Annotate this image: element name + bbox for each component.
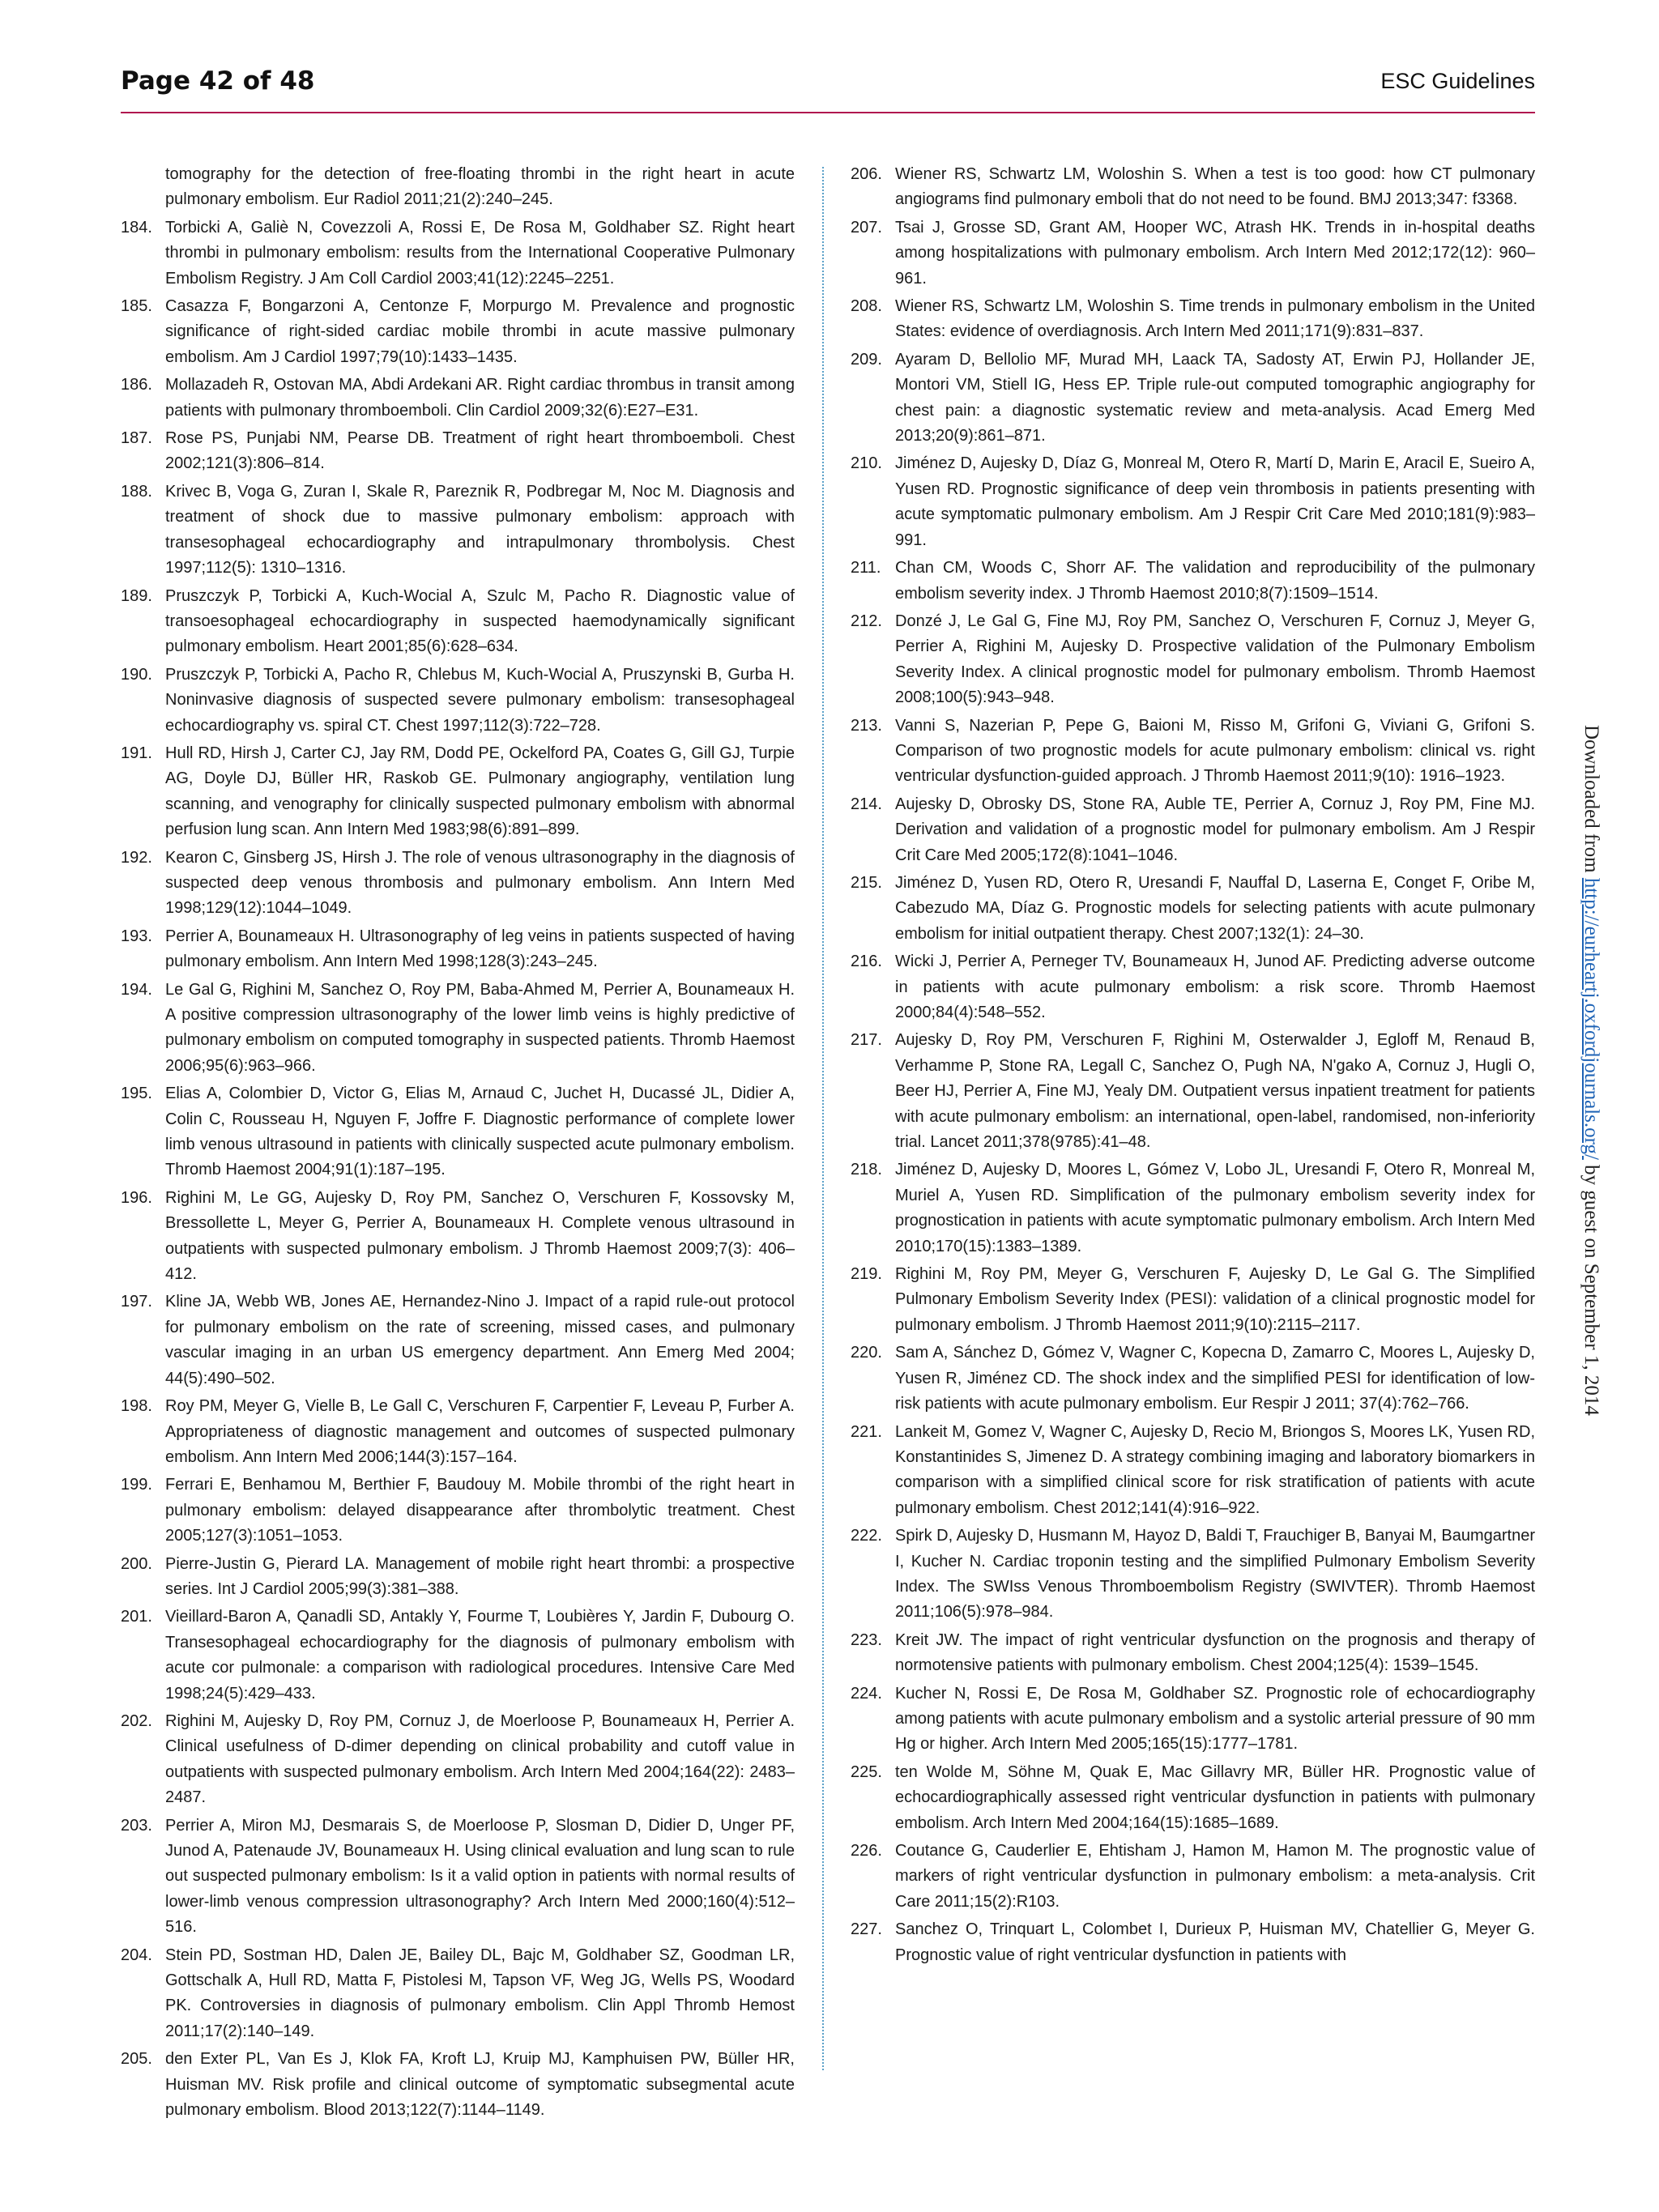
reference-text: ten Wolde M, Söhne M, Quak E, Mac Gillavry MR, Büller HR. Prognostic value of echocardiographically assessed right ventricular dysfunction in patients with pulmonary embolism. Arch Intern Med 2004;164(15):1685–1689. xyxy=(895,1762,1535,1832)
reference-text: Stein PD, Sostman HD, Dalen JE, Bailey DL, Bajc M, Goldhaber SZ, Goodman LR, Gottschalk A, Hull RD, Matta F, Pistolesi M, Tapson VF, Weg JG, Wells PS, Woodard PK. Controversies in diagnosis of pulmonary embolism. Clin Appl Thromb Hemost 2011;17(2):140–149. xyxy=(165,1946,795,2040)
reference-item xyxy=(121,294,795,370)
reference-item xyxy=(851,871,1535,947)
reference-number: 188. xyxy=(121,482,152,501)
reference-number: 225. xyxy=(851,1762,882,1781)
reference-item xyxy=(851,714,1535,790)
reference-item xyxy=(851,556,1535,607)
left-reference-list xyxy=(121,215,795,2124)
reference-number: 186. xyxy=(121,376,152,394)
reference-item xyxy=(121,1394,795,1470)
reference-text: Sanchez O, Trinquart L, Colombet I, Durieux P, Huisman MV, Chatellier G, Meyer G. Prognostic value of right ventricular dysfunction in patients with xyxy=(895,1920,1535,1964)
reference-text: Righini M, Aujesky D, Roy PM, Cornuz J, de Moerloose P, Bounameaux H, Perrier A. Clinical usefulness of D-dimer depending on clinical probability and cutoff value in outpatients with suspected pulmonary embolism. Arch Intern Med 2004;164(22): 2483–2487. xyxy=(165,1711,795,1807)
reference-item xyxy=(121,1709,795,1811)
reference-text: Vieillard-Baron A, Qanadli SD, Antakly Y, Fourme T, Loubières Y, Jardin F, Dubourg O. Transesophageal echocardiography for the diagnosis of pulmonary embolism with acute cor pulmonale: a comparison with radiological procedures. Intensive Care Med 1998;24(5):429–433. xyxy=(165,1608,795,1703)
reference-number: 218. xyxy=(851,1161,882,1179)
reference-text: Jiménez D, Aujesky D, Díaz G, Monreal M, Otero R, Martí D, Marin E, Aracil E, Sueiro A, Yusen RD. Prognostic significance of deep vein thrombosis in patients presenting with acute symptomatic pulmonary embolism. Am J Respir Crit Care Med 2010;181(9):983–991. xyxy=(895,454,1535,549)
reference-text: Righini M, Le GG, Aujesky D, Roy PM, Sanchez O, Verschuren F, Kossovsky M, Bressollette L, Meyer G, Perrier A, Bounameaux H. Complete venous ultrasound in outpatients with suspected pulmonary embolism. J Thromb Haemost 2009;7(3): 406–412. xyxy=(165,1188,795,1284)
reference-text: Rose PS, Punjabi NM, Pearse DB. Treatment of right heart thromboemboli. Chest 2002;121(3):806–814. xyxy=(165,429,795,473)
reference-number: 193. xyxy=(121,927,152,945)
reference-number: 220. xyxy=(851,1344,882,1362)
reference-number: 198. xyxy=(121,1397,152,1416)
reference-number: 185. xyxy=(121,297,152,316)
reference-text: Aujesky D, Obrosky DS, Stone RA, Auble TE, Perrier A, Cornuz J, Roy PM, Fine MJ. Derivation and validation of a prognostic model for pulmonary embolism. Am J Respir Crit Care Med 2005;172(8):1041–1046. xyxy=(895,795,1535,864)
reference-item xyxy=(851,1262,1535,1338)
reference-text: Kucher N, Rossi E, De Rosa M, Goldhaber SZ. Prognostic role of echocardiography among patients with acute pulmonary embolism and a systolic arterial pressure of 90 mm Hg or higher. Arch Intern Med 2005;165(15):1777–1781. xyxy=(895,1684,1535,1754)
reference-number: 192. xyxy=(121,848,152,867)
reference-text: Aujesky D, Roy PM, Verschuren F, Righini M, Osterwalder J, Egloff M, Renaud B, Verhamme P, Stone RA, Legall C, Sanchez O, Pugh NA, N'gako A, Cornuz J, Hugli O, Beer HJ, Perrier A, Fine MJ, Yealy DM. Outpatient versus inpatient treatment for patients with acute pulmonary embolism: an international, open-label, randomised, non-inferiority trial. Lancet 2011;378(9785):41–48. xyxy=(895,1031,1535,1152)
reference-item xyxy=(121,1289,795,1392)
reference-item xyxy=(851,451,1535,553)
reference-text: Elias A, Colombier D, Victor G, Elias M, Arnaud C, Juchet H, Ducassé JL, Didier A, Colin C, Rousseau H, Nguyen F, Joffre F. Diagnostic performance of complete lower limb venous ultrasound in patients with clinically suspected acute pulmonary embolism. Thromb Haemost 2004;91(1):187–195. xyxy=(165,1085,795,1179)
reference-number: 216. xyxy=(851,953,882,971)
reference-number: 207. xyxy=(851,218,882,237)
reference-text: Sam A, Sánchez D, Gómez V, Wagner C, Kopecna D, Zamarro C, Moores L, Aujesky D, Yusen R, Jiménez CD. The shock index and the simplified PESI for identification of low-risk patients with acute pulmonary embolism. Eur Respir J 2011; 37(4):762–766. xyxy=(895,1344,1535,1413)
reference-item xyxy=(121,479,795,582)
reference-item xyxy=(121,978,795,1080)
reference-item xyxy=(851,1157,1535,1259)
reference-number: 184. xyxy=(121,218,152,237)
reference-number: 215. xyxy=(851,873,882,892)
right-reference-list xyxy=(851,162,1535,1968)
reference-item xyxy=(121,741,795,843)
reference-item xyxy=(851,1420,1535,1522)
reference-number: 209. xyxy=(851,350,882,369)
right-column xyxy=(851,162,1535,1971)
reference-item xyxy=(851,1917,1535,1968)
reference-item xyxy=(851,162,1535,213)
reference-item xyxy=(121,1186,795,1288)
reference-number: 194. xyxy=(121,980,152,999)
download-notice xyxy=(1570,725,1602,2102)
reference-number: 227. xyxy=(851,1920,882,1939)
reference-item xyxy=(851,609,1535,711)
reference-item xyxy=(851,1524,1535,1626)
reference-number: 206. xyxy=(851,165,882,183)
reference-item xyxy=(851,1760,1535,1836)
reference-number: 200. xyxy=(121,1554,152,1573)
reference-number: 217. xyxy=(851,1031,882,1050)
reference-item xyxy=(121,215,795,292)
reference-item xyxy=(121,1605,795,1707)
reference-item xyxy=(121,1943,795,2045)
running-head: ESC Guidelines xyxy=(1380,69,1535,93)
reference-text: Pierre-Justin G, Pierard LA. Management of mobile right heart thrombi: a prospective series. Int J Cardiol 2005;99(3):381–388. xyxy=(165,1554,795,1598)
page-header xyxy=(121,66,1535,102)
reference-number: 195. xyxy=(121,1085,152,1103)
reference-number: 223. xyxy=(851,1630,882,1649)
reference-number: 204. xyxy=(121,1946,152,1964)
reference-text: Vanni S, Nazerian P, Pepe G, Baioni M, Risso M, Grifoni G, Viviani G, Grifoni S. Comparison of two prognostic models for acute pulmonary embolism: clinical vs. right ventricular dysfunction-guided approach. J Thromb Haemost 2011;9(10): 1916–1923. xyxy=(895,716,1535,786)
reference-text: Jiménez D, Yusen RD, Otero R, Uresandi F, Nauffal D, Laserna E, Conget F, Oribe M, Cabezudo MA, Díaz G. Prognostic models for selecting patients with acute pulmonary embolism for initial outpatient therapy. Chest 2007;132(1): 24–30. xyxy=(895,873,1535,943)
reference-text: Torbicki A, Galiè N, Covezzoli A, Rossi E, De Rosa M, Goldhaber SZ. Right heart thrombi in pulmonary embolism: results from the International Cooperative Pulmonary Embolism Registry. J Am Coll Cardiol 2003;41(12):2245–2251. xyxy=(165,218,795,288)
reference-text: Jiménez D, Aujesky D, Moores L, Gómez V, Lobo JL, Uresandi F, Otero R, Monreal M, Muriel A, Yusen RD. Simplification of the pulmonary embolism severity index for prognostication in patients with acute symptomatic pulmonary embolism. Arch Intern Med 2010;170(15):1383–1389. xyxy=(895,1161,1535,1255)
reference-item xyxy=(851,1681,1535,1758)
reference-text: Roy PM, Meyer G, Vielle B, Le Gall C, Verschuren F, Carpentier F, Leveau P, Furber A. Appropriateness of diagnostic management and outcomes of suspected pulmonary embolism. Ann Intern Med 2006;144(3):157–164. xyxy=(165,1397,795,1466)
reference-item xyxy=(121,1081,795,1183)
reference-number: 208. xyxy=(851,297,882,316)
reference-text: Kline JA, Webb WB, Jones AE, Hernandez-Nino J. Impact of a rapid rule-out protocol for pulmonary embolism on the rate of screening, missed cases, and pulmonary vascular imaging in an urban US emergency department. Ann Emerg Med 2004; 44(5):490–502. xyxy=(165,1293,795,1387)
reference-text: Righini M, Roy PM, Meyer G, Verschuren F, Aujesky D, Le Gal G. The Simplified Pulmonary Embolism Severity Index (PESI): validation of a clinical prognostic model for pulmonary embolism. J Thromb Haemost 2011;9(10):2115–2117. xyxy=(895,1265,1535,1334)
reference-number: 214. xyxy=(851,795,882,813)
reference-text: Tsai J, Grosse SD, Grant AM, Hooper WC, Atrash HK. Trends in in-hospital deaths among hospitalizations with pulmonary embolism. Arch Intern Med 2012;172(12): 960–961. xyxy=(895,218,1535,288)
reference-text: Wicki J, Perrier A, Perneger TV, Bounameaux H, Junod AF. Predicting adverse outcome in patients with acute pulmonary embolism: a risk score. Thromb Haemost 2000;84(4):548–552. xyxy=(895,953,1535,1021)
reference-text: Donzé J, Le Gal G, Fine MJ, Roy PM, Sanchez O, Verschuren F, Cornuz J, Meyer G, Perrier A, Righini M, Aujesky D. Prospective validation of the Pulmonary Embolism Severity Index. A clinical prognostic model for pulmonary embolism. Thromb Haemost 2008;100(5):943–948. xyxy=(895,612,1535,707)
reference-number: 203. xyxy=(121,1816,152,1835)
reference-item xyxy=(851,215,1535,292)
reference-text: Chan CM, Woods C, Shorr AF. The validation and reproducibility of the pulmonary embolism severity index. J Thromb Haemost 2010;8(7):1509–1514. xyxy=(895,559,1535,603)
reference-text: Wiener RS, Schwartz LM, Woloshin S. When a test is too good: how CT pulmonary angiograms find pulmonary emboli that do not need to be found. BMJ 2013;347: f3368. xyxy=(895,165,1535,209)
reference-item xyxy=(851,1340,1535,1417)
reference-number: 189. xyxy=(121,586,152,605)
reference-text: Mollazadeh R, Ostovan MA, Abdi Ardekani AR. Right cardiac thrombus in transit among patients with pulmonary thromboemboli. Clin Cardiol 2009;32(6):E27–E31. xyxy=(165,376,795,420)
reference-number: 211. xyxy=(851,559,881,578)
reference-number: 210. xyxy=(851,454,882,473)
reference-number: 190. xyxy=(121,665,152,684)
download-notice-suffix: by guest on September 1, 2014 xyxy=(1580,1159,1602,1416)
reference-text: Coutance G, Cauderlier E, Ehtisham J, Hamon M, Hamon M. The prognostic value of markers of right ventricular dysfunction in pulmonary embolism: a meta-analysis. Crit Care 2011;15(2):R103. xyxy=(895,1842,1535,1911)
reference-item xyxy=(121,426,795,477)
header-rule xyxy=(121,112,1535,113)
reference-item xyxy=(121,1813,795,1941)
download-notice-prefix: Downloaded from xyxy=(1580,725,1602,878)
reference-text: Kreit JW. The impact of right ventricular dysfunction on the prognosis and therapy of normotensive patients with pulmonary embolism. Chest 2004;125(4): 1539–1545. xyxy=(895,1630,1535,1675)
reference-text: Wiener RS, Schwartz LM, Woloshin S. Time trends in pulmonary embolism in the United States: evidence of overdiagnosis. Arch Intern Med 2011;171(9):831–837. xyxy=(895,297,1535,341)
reference-number: 202. xyxy=(121,1711,152,1730)
reference-number: 219. xyxy=(851,1265,882,1284)
reference-number: 199. xyxy=(121,1476,152,1494)
reference-number: 224. xyxy=(851,1684,882,1703)
reference-text: den Exter PL, Van Es J, Klok FA, Kroft LJ, Kruip MJ, Kamphuisen PW, Büller HR, Huisman MV. Risk profile and clinical outcome of symptomatic subsegmental acute pulmonary embolism. Blood 2013;122(7):1144–1149. xyxy=(165,2050,795,2120)
left-column xyxy=(121,162,795,2125)
page-number: Page 42 of 48 xyxy=(121,66,315,96)
reference-number: 191. xyxy=(121,744,152,762)
reference-text: Ayaram D, Bellolio MF, Murad MH, Laack TA, Sadosty AT, Erwin PJ, Hollander JE, Montori VM, Stiell IG, Hess EP. Triple rule-out computed tomographic angiography for chest pain: a diagnostic systematic review and meta-analysis. Acad Emerg Med 2013;20(9):861–871. xyxy=(895,350,1535,445)
reference-text: Perrier A, Miron MJ, Desmarais S, de Moerloose P, Slosman D, Didier D, Unger PF, Junod A, Patenaude JV, Bounameaux H. Using clinical evaluation and lung scan to rule out suspected pulmonary embolism: Is it a valid option in patients with normal results of lower-limb venous compression ultrasonography? Arch Intern Med 2000;160(4):512–516. xyxy=(165,1816,795,1937)
reference-continuation: tomography for the detection of free-floating thrombi in the right heart in acute pulmonary embolism. Eur Radiol 2011;21(2):240–245. xyxy=(165,165,795,209)
reference-number: 212. xyxy=(851,612,882,630)
reference-item xyxy=(121,924,795,975)
reference-item xyxy=(851,1028,1535,1155)
reference-text: Hull RD, Hirsh J, Carter CJ, Jay RM, Dodd PE, Ockelford PA, Coates G, Gill GJ, Turpie AG, Doyle DJ, Büller HR, Raskob GE. Pulmonary angiography, ventilation lung scanning, and venography for clinically suspected pulmonary embolism with abnormal perfusion lung scan. Ann Intern Med 1983;98(6):891–899. xyxy=(165,744,795,839)
reference-text: Casazza F, Bongarzoni A, Centonze F, Morpurgo M. Prevalence and prognostic significance of right-sided cardiac mobile thrombi in acute massive pulmonary embolism. Am J Cardiol 1997;79(10):1433–1435. xyxy=(165,297,795,366)
reference-item xyxy=(121,373,795,424)
reference-item xyxy=(851,1839,1535,1915)
reference-number: 205. xyxy=(121,2050,152,2069)
reference-item xyxy=(851,792,1535,868)
reference-item xyxy=(121,2047,795,2123)
reference-item xyxy=(851,294,1535,345)
reference-number: 187. xyxy=(121,429,152,448)
reference-item xyxy=(121,584,795,660)
reference-text: Le Gal G, Righini M, Sanchez O, Roy PM, Baba-Ahmed M, Perrier A, Bounameaux H. A positive compression ultrasonography of the lower limb veins is highly predictive of pulmonary embolism on computed tomography in suspected patients. Thromb Haemost 2006;95(6):963–966. xyxy=(165,980,795,1075)
reference-text: Ferrari E, Benhamou M, Berthier F, Baudouy M. Mobile thrombi of the right heart in pulmonary embolism: delayed disappearance after thrombolytic treatment. Chest 2005;127(3):1051–1053. xyxy=(165,1476,795,1545)
reference-text: Spirk D, Aujesky D, Husmann M, Hayoz D, Baldi T, Frauchiger B, Banyai M, Baumgartner I, Kucher N. Cardiac troponin testing and the simplified Pulmonary Embolism Severity Index. The SWIss Venous Thromboembolism Registry (SWIVTER). Thromb Haemost 2011;106(5):978–984. xyxy=(895,1527,1535,1622)
reference-text: Kearon C, Ginsberg JS, Hirsh J. The role of venous ultrasonography in the diagnosis of suspected deep venous thrombosis and pulmonary embolism. Ann Intern Med 1998;129(12):1044–1049. xyxy=(165,848,795,918)
reference-number: 197. xyxy=(121,1293,152,1311)
reference-item xyxy=(121,1552,795,1603)
journal-link[interactable]: http://eurheartj.oxfordjournals.org/ xyxy=(1580,877,1602,1160)
reference-number: 222. xyxy=(851,1527,882,1545)
reference-item xyxy=(851,949,1535,1025)
reference-number: 221. xyxy=(851,1422,882,1441)
reference-number: 201. xyxy=(121,1608,152,1626)
reference-item xyxy=(851,347,1535,450)
reference-item xyxy=(121,663,795,739)
reference-item xyxy=(121,1473,795,1549)
reference-text: Lankeit M, Gomez V, Wagner C, Aujesky D, Recio M, Briongos S, Moores LK, Yusen RD, Konstantinides S, Jimenez D. A strategy combining imaging and laboratory biomarkers in comparison with a simplified clinical score for risk stratification of patients with acute pulmonary embolism. Chest 2012;141(4):916–922. xyxy=(895,1422,1535,1517)
reference-text: Pruszczyk P, Torbicki A, Kuch-Wocial A, Szulc M, Pacho R. Diagnostic value of transoesophageal echocardiography in suspected haemodynamically significant pulmonary embolism. Heart 2001;85(6):628–634. xyxy=(165,586,795,656)
reference-text: Pruszczyk P, Torbicki A, Pacho R, Chlebus M, Kuch-Wocial A, Pruszynski B, Gurba H. Noninvasive diagnosis of suspected severe pulmonary embolism: transesophageal echocardiography vs. spiral CT. Chest 1997;112(3):722–728. xyxy=(165,665,795,735)
reference-text: Krivec B, Voga G, Zuran I, Skale R, Pareznik R, Podbregar M, Noc M. Diagnosis and treatment of shock due to massive pulmonary embolism: approach with transesophageal echocardiography and intrapulmonary thrombolysis. Chest 1997;112(5): 1310–1316. xyxy=(165,482,795,578)
reference-number: 196. xyxy=(121,1188,152,1207)
column-divider xyxy=(822,167,824,2070)
reference-item xyxy=(121,846,795,922)
reference-text: Perrier A, Bounameaux H. Ultrasonography of leg veins in patients suspected of having pulmonary embolism. Ann Intern Med 1998;128(3):243–245. xyxy=(165,927,795,971)
reference-number: 226. xyxy=(851,1842,882,1860)
reference-item xyxy=(851,1628,1535,1679)
reference-number: 213. xyxy=(851,716,882,735)
